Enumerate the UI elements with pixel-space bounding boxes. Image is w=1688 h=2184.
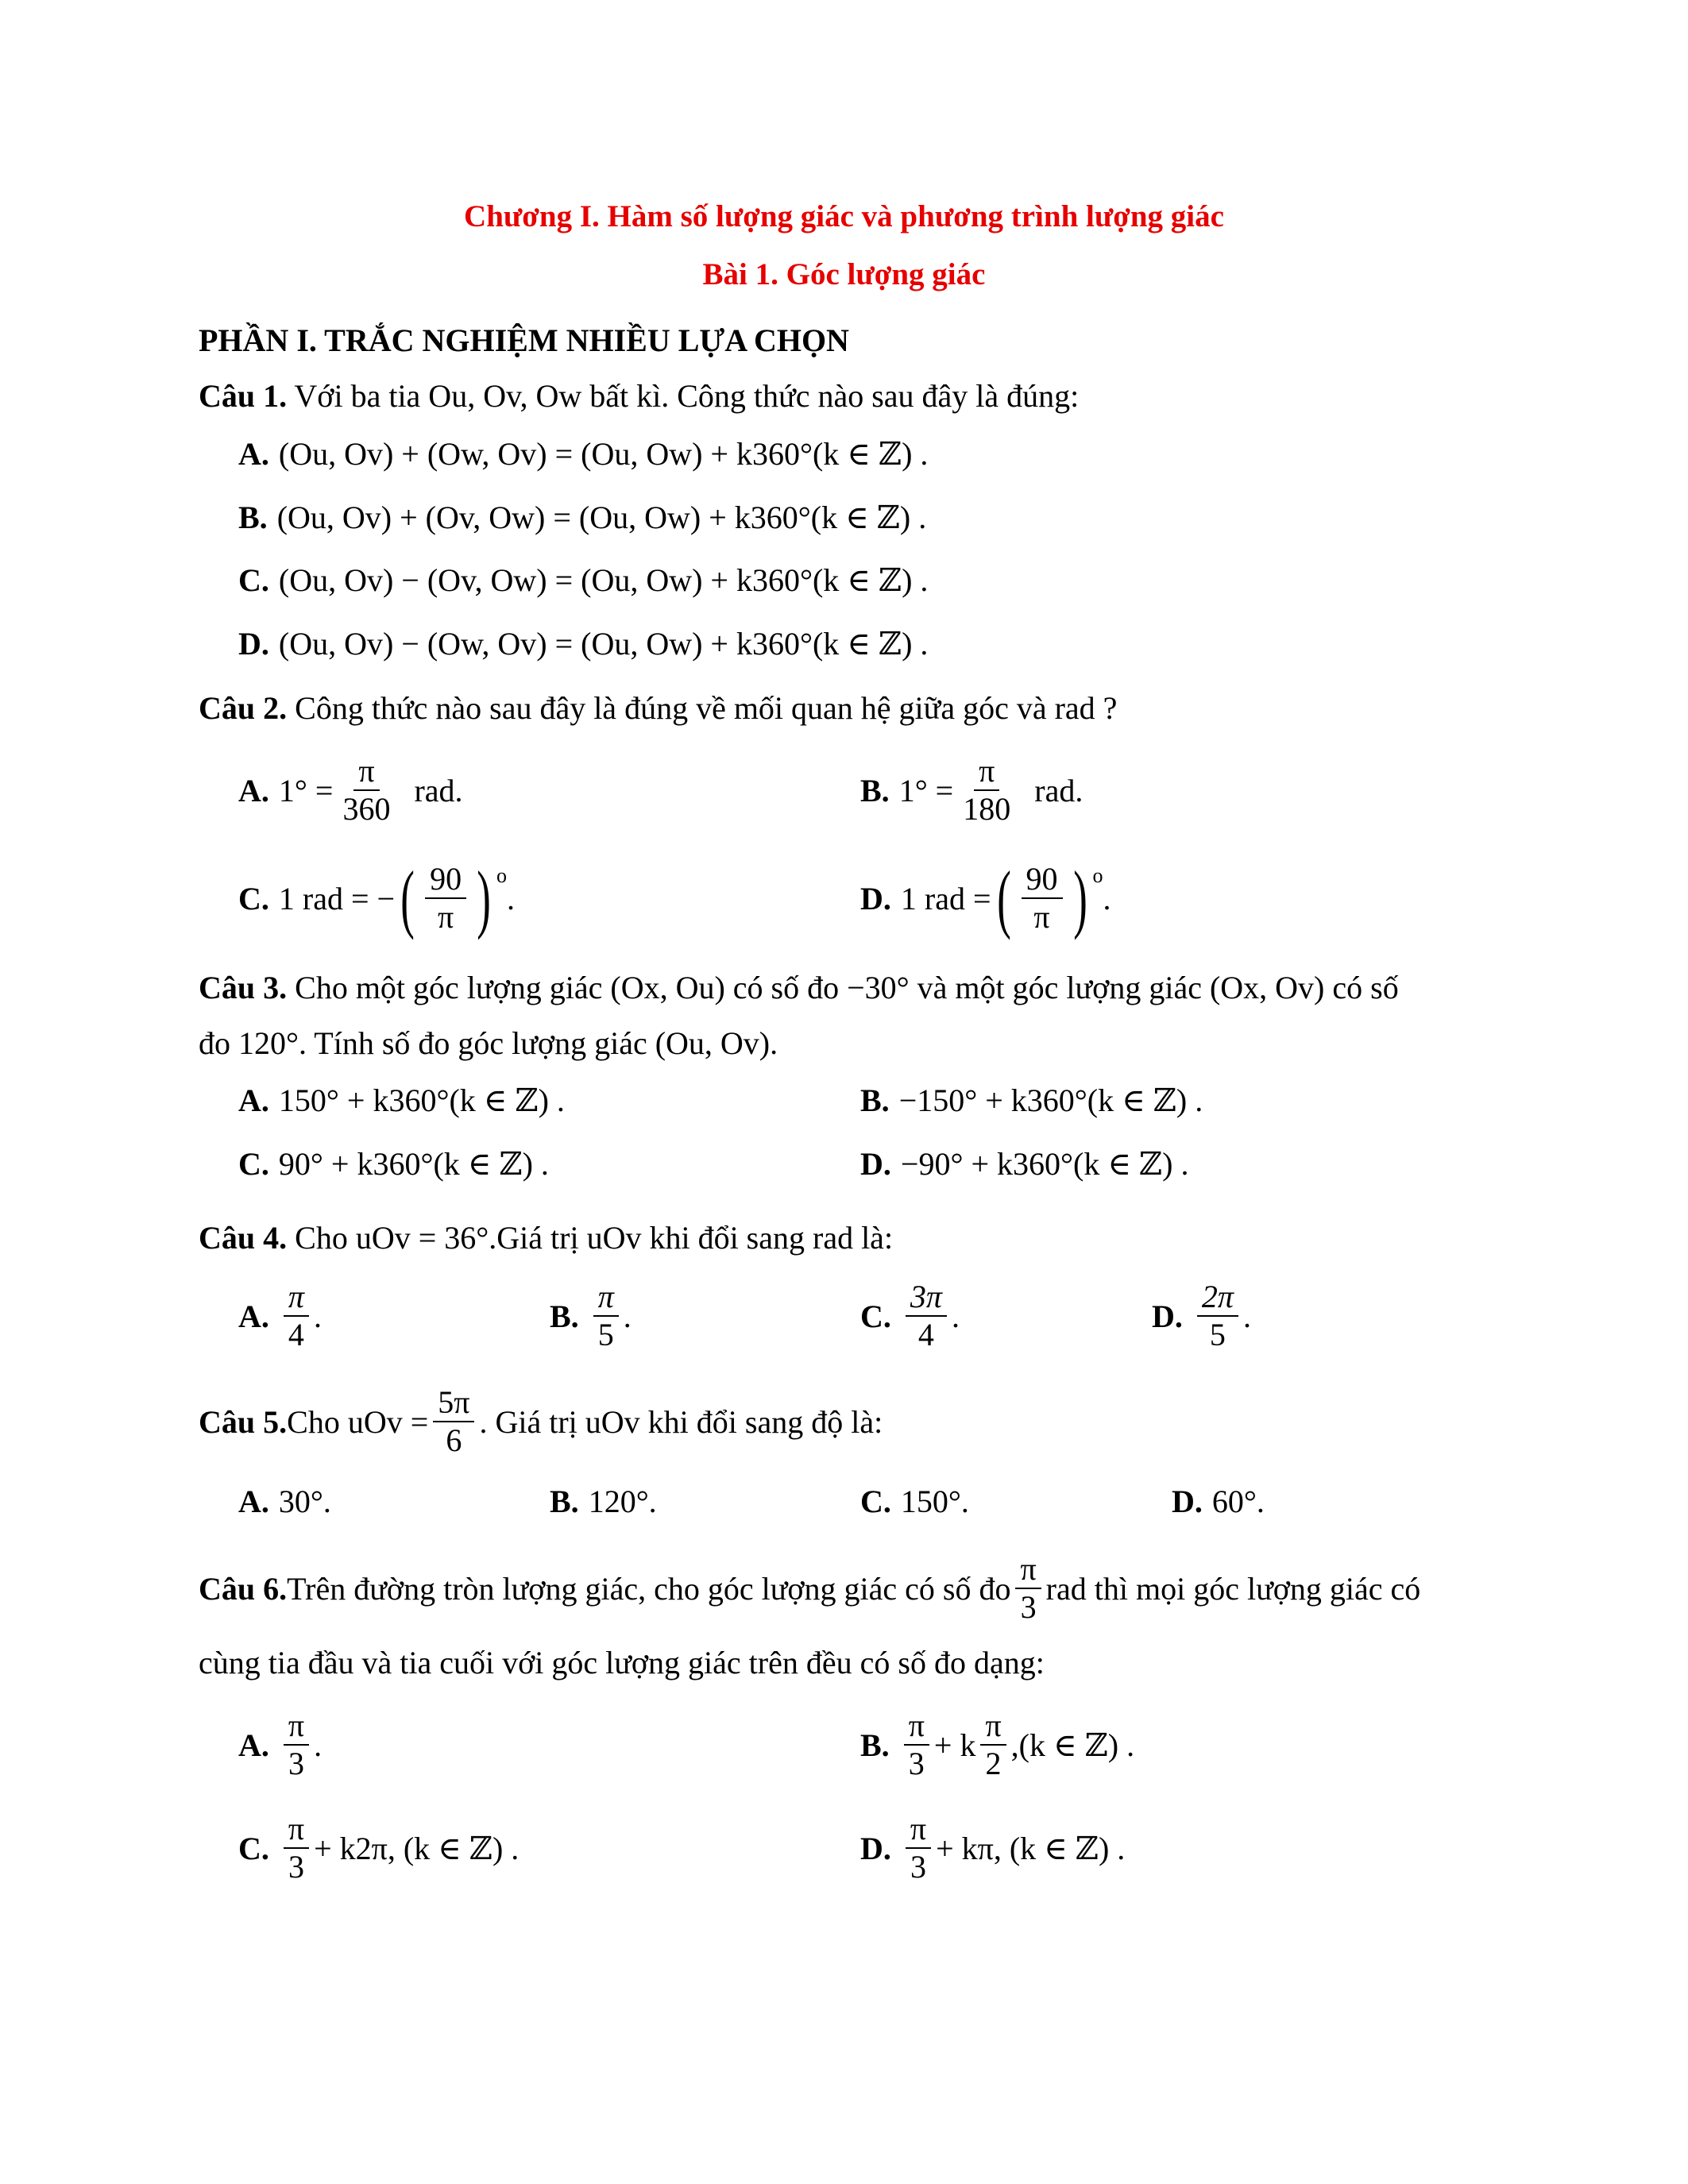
chapter-title: Chương I. Hàm số lượng giác và phương trình lượng giác — [464, 199, 1224, 233]
option-label: D. — [1172, 1484, 1203, 1519]
question-3-line-2: đo 120°. Tính số đo góc lượng giác (Ou, Ov). — [199, 1025, 778, 1061]
formula-prefix: 1 rad = — [900, 880, 991, 916]
fraction — [906, 1280, 947, 1352]
denominator: 4 — [288, 1317, 304, 1352]
option-label: B. — [860, 1082, 890, 1118]
denominator: 6 — [446, 1422, 462, 1458]
fraction — [1015, 1553, 1041, 1624]
left-paren: ( — [400, 855, 415, 940]
fraction — [980, 1709, 1006, 1781]
numerator: π — [284, 1812, 309, 1849]
q5-option-d — [1172, 1483, 1265, 1520]
q5-option-a — [238, 1483, 331, 1520]
q3-option-d — [860, 1145, 1188, 1183]
formula-suffix: rad. — [414, 772, 463, 808]
numerator: π — [980, 1709, 1006, 1746]
denominator: 3 — [288, 1849, 304, 1885]
formula-suffix: . — [623, 1298, 632, 1334]
q4-option-c — [860, 1280, 960, 1352]
q2-option-b — [860, 754, 1083, 826]
q6-option-a — [238, 1709, 322, 1781]
q4-option-d — [1152, 1280, 1251, 1352]
option-label: D. — [860, 880, 891, 916]
option-label: B. — [860, 1727, 890, 1763]
numerator: π — [284, 1709, 309, 1746]
q3-option-a — [238, 1082, 565, 1119]
option-label: D. — [860, 1146, 891, 1182]
option-text: (Ou, Ov) + (Ow, Ov) = (Ou, Ow) + k360°(k ∈ ℤ) . — [278, 436, 929, 472]
formula-suffix: . — [951, 1298, 960, 1334]
denominator: 180 — [963, 791, 1011, 827]
option-text: 150°. — [900, 1484, 969, 1519]
q5-option-b — [550, 1483, 657, 1520]
formula-suffix: . — [507, 880, 516, 916]
option-text: −90° + k360°(k ∈ ℤ) . — [900, 1146, 1189, 1182]
option-label: B. — [550, 1298, 579, 1334]
option-text: 120°. — [588, 1484, 657, 1519]
denominator: 360 — [342, 791, 391, 827]
question-number: Câu 1. — [199, 378, 288, 414]
denominator: π — [1033, 899, 1050, 935]
lesson-title: Bài 1. Góc lượng giác — [702, 257, 986, 291]
q6-option-d — [860, 1812, 1125, 1884]
fraction — [284, 1812, 309, 1884]
denominator: π — [437, 899, 454, 935]
q4-option-b — [550, 1280, 632, 1352]
question-6-line-1 — [199, 1553, 1420, 1624]
option-label: B. — [550, 1484, 579, 1519]
q4-option-a — [238, 1280, 322, 1352]
formula-prefix: 1° = — [898, 772, 954, 808]
denominator: 2 — [985, 1746, 1002, 1781]
question-text: Cho uOv = — [287, 1403, 429, 1440]
question-1 — [199, 377, 1079, 415]
fraction — [958, 754, 1015, 826]
question-2 — [199, 689, 1117, 727]
q1-option-a — [238, 435, 928, 473]
option-label: C. — [238, 880, 269, 916]
option-text: 90° + k360°(k ∈ ℤ) . — [278, 1146, 549, 1182]
fraction — [906, 1812, 931, 1884]
question-text: Trên đường tròn lượng giác, cho góc lượng giác có số đo — [287, 1570, 1011, 1607]
q3-option-c — [238, 1145, 549, 1183]
numerator: 90 — [1022, 862, 1063, 899]
option-label: A. — [238, 1727, 269, 1763]
option-text: (Ou, Ov) − (Ow, Ov) = (Ou, Ow) + k360°(k ∈ ℤ) . — [278, 626, 929, 662]
fraction — [593, 1280, 619, 1352]
q2-option-c — [238, 855, 516, 940]
option-label: C. — [860, 1484, 891, 1519]
denominator: 5 — [597, 1317, 614, 1352]
degree-sup: o — [496, 864, 508, 887]
numerator: 5π — [433, 1386, 474, 1422]
question-3-line-1 — [199, 969, 1399, 1006]
option-label: C. — [238, 562, 269, 598]
q2-option-a — [238, 754, 463, 826]
fraction — [1022, 862, 1063, 934]
option-label: A. — [238, 772, 269, 808]
option-label: D. — [1152, 1298, 1183, 1334]
formula-suffix: + kπ, (k ∈ ℤ) . — [936, 1830, 1126, 1866]
formula-suffix: rad. — [1034, 772, 1083, 808]
fraction — [425, 862, 466, 934]
fraction — [1197, 1280, 1238, 1352]
denominator: 3 — [910, 1849, 926, 1885]
question-number: Câu 4. — [199, 1220, 288, 1256]
formula-middle: + k — [933, 1727, 976, 1763]
option-label: B. — [238, 500, 268, 535]
question-4 — [199, 1219, 893, 1256]
q6-option-c — [238, 1812, 519, 1884]
q1-option-b — [238, 499, 926, 536]
formula-suffix: + k2π, (k ∈ ℤ) . — [314, 1830, 520, 1866]
fraction — [338, 754, 395, 826]
fraction — [904, 1709, 929, 1781]
degree-sup: o — [1092, 864, 1103, 887]
numerator: π — [904, 1709, 929, 1746]
denominator: 5 — [1209, 1317, 1226, 1352]
option-text: (Ou, Ov) − (Ov, Ow) = (Ou, Ow) + k360°(k ∈ ℤ) . — [278, 562, 929, 598]
formula-suffix: . — [1242, 1298, 1251, 1334]
q2-option-d — [860, 855, 1111, 940]
numerator: 3π — [906, 1280, 947, 1317]
formula-suffix: ,(k ∈ ℤ) . — [1010, 1727, 1135, 1763]
numerator: π — [1015, 1553, 1041, 1589]
option-label: A. — [238, 436, 269, 472]
q1-option-c — [238, 561, 928, 599]
option-text: −150° + k360°(k ∈ ℤ) . — [898, 1082, 1203, 1118]
option-text: (Ou, Ov) + (Ov, Ow) = (Ou, Ow) + k360°(k ∈ ℤ) . — [276, 500, 927, 535]
formula-suffix: . — [313, 1298, 322, 1334]
question-5 — [199, 1386, 883, 1457]
numerator: π — [284, 1280, 309, 1317]
option-label: C. — [860, 1298, 891, 1334]
numerator: 2π — [1197, 1280, 1238, 1317]
denominator: 3 — [288, 1746, 304, 1781]
q6-option-b — [860, 1709, 1134, 1781]
q5-option-c — [860, 1483, 969, 1520]
numerator: π — [593, 1280, 619, 1317]
option-text: 30°. — [278, 1484, 331, 1519]
option-text: 150° + k360°(k ∈ ℤ) . — [278, 1082, 565, 1118]
option-label: D. — [860, 1830, 891, 1866]
formula-prefix: 1° = — [278, 772, 334, 808]
fraction — [284, 1280, 309, 1352]
section-title: PHẦN I. TRẮC NGHIỆM NHIỀU LỰA CHỌN — [199, 322, 849, 358]
question-number: Câu 2. — [199, 690, 288, 726]
question-text-end: rad thì mọi góc lượng giác có — [1045, 1570, 1421, 1607]
numerator: π — [353, 754, 379, 791]
question-text: Cho uOv = 36°.Giá trị uOv khi đổi sang rad là: — [287, 1220, 894, 1256]
question-number: Câu 6. — [199, 1570, 288, 1607]
formula-prefix: 1 rad = − — [278, 880, 396, 916]
question-number: Câu 3. — [199, 970, 288, 1005]
right-paren: ) — [1072, 855, 1087, 940]
fraction — [433, 1386, 474, 1457]
numerator: 90 — [425, 862, 466, 899]
option-label: D. — [238, 626, 269, 662]
option-label: C. — [238, 1830, 269, 1866]
option-label: A. — [238, 1484, 269, 1519]
question-6-line-2: cùng tia đầu và tia cuối với góc lượng giác trên đều có số đo dạng: — [199, 1645, 1045, 1680]
q3-option-b — [860, 1082, 1203, 1119]
question-text: Cho một góc lượng giác (Ox, Ou) có số đo −30° và một góc lượng giác (Ox, Ov) có số — [287, 970, 1399, 1005]
question-number: Câu 5. — [199, 1403, 288, 1440]
option-label: C. — [238, 1146, 269, 1182]
formula-suffix: . — [1103, 880, 1111, 916]
question-text: Với ba tia Ou, Ov, Ow bất kì. Công thức nào sau đây là đúng: — [287, 378, 1080, 414]
option-label: A. — [238, 1298, 269, 1334]
denominator: 3 — [1020, 1589, 1037, 1625]
denominator: 3 — [908, 1746, 925, 1781]
formula-suffix: . — [314, 1727, 323, 1763]
fraction — [284, 1709, 309, 1781]
option-text: 60°. — [1211, 1484, 1265, 1519]
numerator: π — [974, 754, 999, 791]
left-paren: ( — [996, 855, 1011, 940]
right-paren: ) — [477, 855, 491, 940]
q1-option-d — [238, 625, 928, 662]
option-label: A. — [238, 1082, 269, 1118]
numerator: π — [906, 1812, 931, 1849]
denominator: 4 — [917, 1317, 934, 1352]
option-label: B. — [860, 772, 890, 808]
question-text: Công thức nào sau đây là đúng về mối quan hệ giữa góc và rad ? — [287, 690, 1118, 726]
question-text-end: . Giá trị uOv khi đổi sang độ là: — [479, 1403, 883, 1440]
